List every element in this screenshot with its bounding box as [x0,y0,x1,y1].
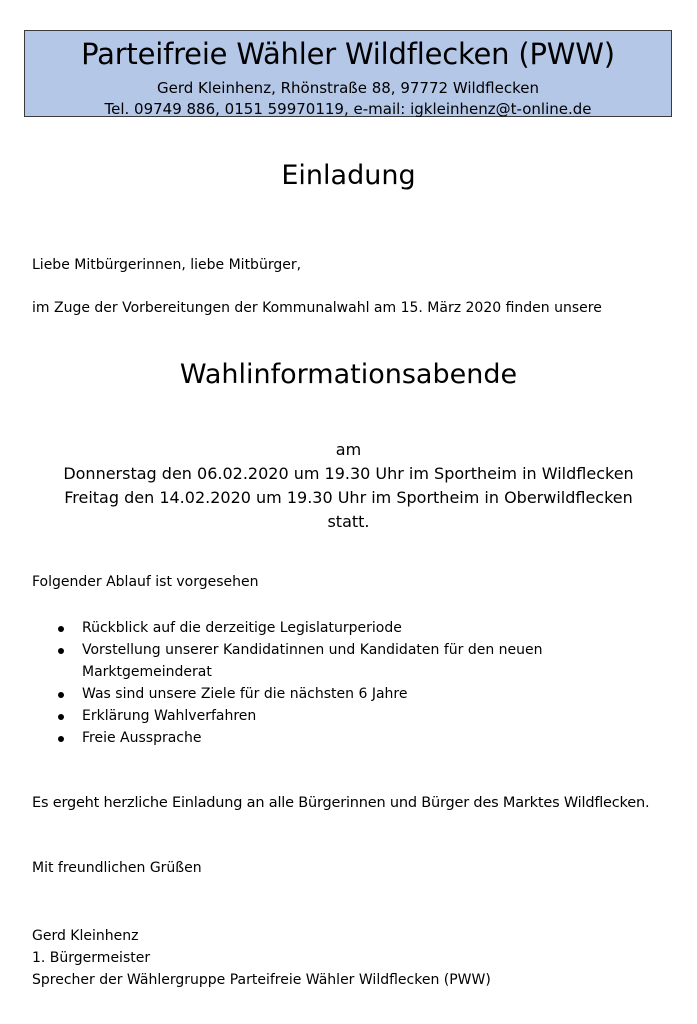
intro-paragraph: im Zuge der Vorbereitungen der Kommunalwahl am 15. März 2020 finden unsere [32,300,602,316]
event-statt: statt. [327,512,370,531]
bullet-icon [58,648,64,654]
list-item: Vorstellung unserer Kandidatinnen und Kandidaten für den neuen Marktgemeinderat [56,639,616,683]
letterhead [24,30,672,117]
signature-block [32,925,491,991]
document-heading: Einladung [281,160,416,191]
list-item: Was sind unsere Ziele für die nächsten 6 Jahre [56,683,616,705]
bullet-icon [58,626,64,632]
letterhead-address: Gerd Kleinhenz, Rhönstraße 88, 97772 Wildflecken [157,79,539,97]
event-details [0,438,697,534]
greeting: Liebe Mitbürgerinnen, liebe Mitbürger, [32,257,302,273]
agenda-list [56,617,616,749]
invitation-statement: Es ergeht herzliche Einladung an alle Bürgerinnen und Bürger des Marktes Wildflecken. [32,795,650,811]
event-heading: Wahlinformationsabende [179,359,518,390]
event-date-2: Freitag den 14.02.2020 um 19.30 Uhr im Sportheim in Oberwildflecken [64,488,633,507]
agenda-intro: Folgender Ablauf ist vorgesehen [32,574,259,590]
closing: Mit freundlichen Grüßen [32,860,202,876]
list-item: Freie Aussprache [56,727,616,749]
bullet-icon [58,714,64,720]
letterhead-title: Parteifreie Wähler Wildflecken (PWW) [81,37,615,71]
bullet-icon [58,692,64,698]
bullet-icon [58,736,64,742]
signature-title: Sprecher der Wählergruppe Parteifreie Wähler Wildflecken (PWW) [32,972,491,988]
list-item: Erklärung Wahlverfahren [56,705,616,727]
signature-name: Gerd Kleinhenz [32,928,139,944]
letterhead-contact: Tel. 09749 886, 0151 59970119, e-mail: igkleinhenz@t-online.de [104,100,592,118]
event-am: am [335,440,362,459]
event-date-1: Donnerstag den 06.02.2020 um 19.30 Uhr im Sportheim in Wildflecken [63,464,634,483]
signature-role: 1. Bürgermeister [32,950,151,966]
list-item: Rückblick auf die derzeitige Legislaturperiode [56,617,616,639]
